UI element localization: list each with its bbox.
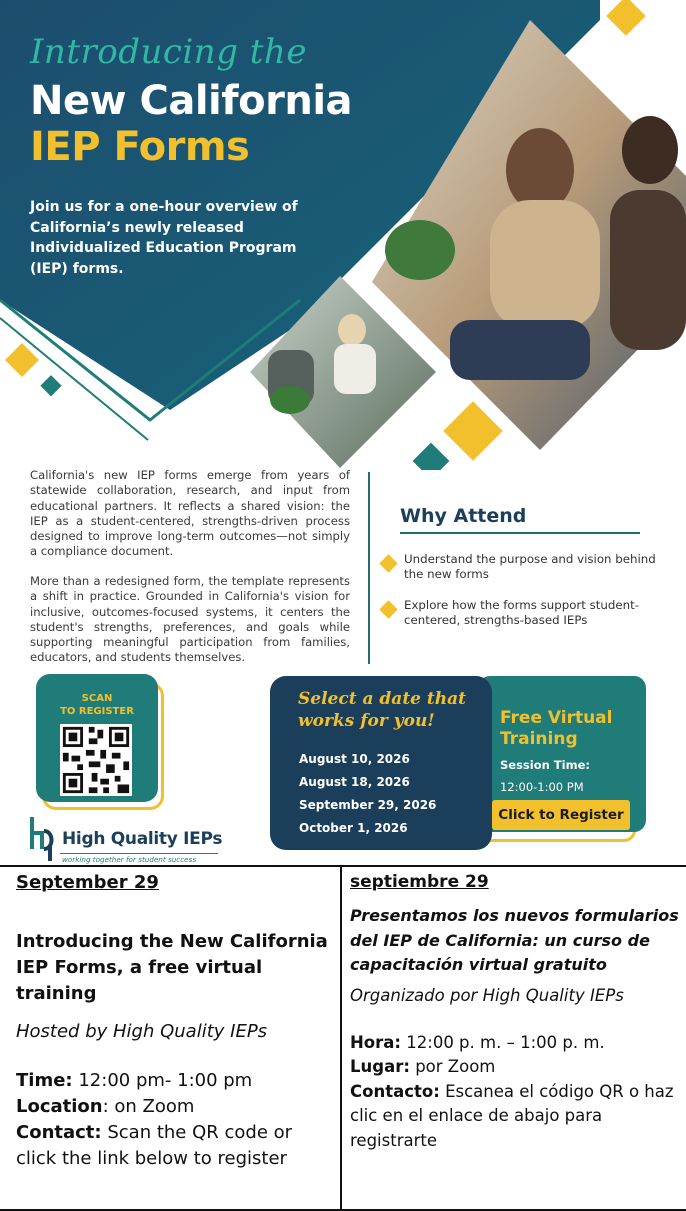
- time-label: Hora:: [350, 1032, 402, 1052]
- dates-heading: Select a date that works for you!: [298, 689, 466, 731]
- why-attend-underline: [400, 532, 640, 534]
- brand-underline: [60, 853, 218, 854]
- event-title: Presentamos los nuevos formularios del IEP de California: un curso de capacitación virtual gratuito: [350, 906, 679, 974]
- session-time-label: Session Time:: [500, 758, 590, 772]
- event-time: [16, 1068, 332, 1094]
- english-column: [0, 867, 342, 1209]
- event-contact: [350, 1080, 680, 1154]
- why-item-text: Explore how the forms support student-centered, strengths-based IEPs: [404, 598, 640, 627]
- script-title: Introducing the: [30, 32, 307, 72]
- qr-label-line2: TO REGISTER: [60, 706, 134, 717]
- time-label: Time:: [16, 1070, 73, 1091]
- why-attend-title: Why Attend: [400, 505, 527, 527]
- time-value: 12:00 pm- 1:00 pm: [72, 1070, 253, 1091]
- diamond-bullet-icon: [379, 600, 397, 618]
- event-title: Introducing the New California IEP Forms, a free virtual training: [16, 931, 328, 1004]
- vertical-divider: [368, 472, 370, 664]
- qr-label: [36, 692, 158, 718]
- event-host: Hosted by High Quality IEPs: [16, 1021, 268, 1042]
- diamond-bullet-icon: [379, 554, 397, 572]
- event-contact: [16, 1120, 332, 1172]
- title-line-1: New California: [30, 78, 353, 124]
- brand-name: High Quality IEPs: [62, 829, 223, 849]
- event-date: septiembre 29: [350, 872, 489, 892]
- event-location: [350, 1055, 680, 1080]
- location-label: Lugar:: [350, 1057, 410, 1076]
- date-option: September 29, 2026: [299, 798, 437, 812]
- time-value: 12:00 p. m. – 1:00 p. m.: [401, 1032, 605, 1052]
- paragraph-1: California's new IEP forms emerge from years of statewide collaboration, research, and input from educational partners. It reflects a shared vision: the IEP as a student-centered, strengths-driven process designed to improve long-term outcomes—not simply a compliance document.: [30, 468, 350, 559]
- session-time-value: 12:00-1:00 PM: [500, 780, 584, 794]
- event-info-table: [0, 865, 686, 1211]
- contact-label: Contacto:: [350, 1081, 440, 1101]
- contact-value: Scan the QR code or click the link below to register: [16, 1122, 293, 1169]
- date-option: October 1, 2026: [299, 821, 408, 835]
- paragraph-2: More than a redesigned form, the template represents a shift in practice. Grounded in California's vision for inclusive, outcomes-focused systems, it centers the student's strengths, preferences, and goals while supporting meaningful participation from families, educators, and students themselves.: [30, 574, 350, 665]
- title-line-2: IEP Forms: [30, 124, 250, 170]
- qr-label-line1: SCAN: [81, 693, 113, 704]
- location-value: : on Zoom: [102, 1096, 195, 1117]
- click-to-register-button[interactable]: Click to Register: [492, 800, 630, 830]
- brand-tagline: working together for student success: [62, 855, 197, 864]
- event-host: Organizado por High Quality IEPs: [350, 985, 624, 1005]
- high-quality-ieps-logo-icon: [28, 815, 58, 863]
- spanish-column: [342, 867, 686, 1209]
- event-date: September 29: [16, 872, 159, 893]
- event-time: [350, 1031, 680, 1056]
- event-location: [16, 1094, 332, 1120]
- why-item: [380, 598, 670, 628]
- contact-label: Contact:: [16, 1122, 102, 1143]
- intro-text: Join us for a one-hour overview of California’s newly released Individualized Education Program (IEP) forms.: [30, 199, 298, 277]
- location-label: Location: [16, 1096, 103, 1117]
- contact-value: Escanea el código QR o haz clic en el enlace de abajo para registrarte: [350, 1081, 674, 1150]
- date-option: August 18, 2026: [299, 775, 410, 789]
- location-value: por Zoom: [409, 1057, 496, 1076]
- why-item: [380, 552, 670, 582]
- qr-code-icon[interactable]: [60, 724, 132, 796]
- free-virtual-training-title: Free Virtual Training: [500, 708, 613, 749]
- date-option: August 10, 2026: [299, 752, 410, 766]
- why-item-text: Understand the purpose and vision behind the new forms: [404, 552, 656, 581]
